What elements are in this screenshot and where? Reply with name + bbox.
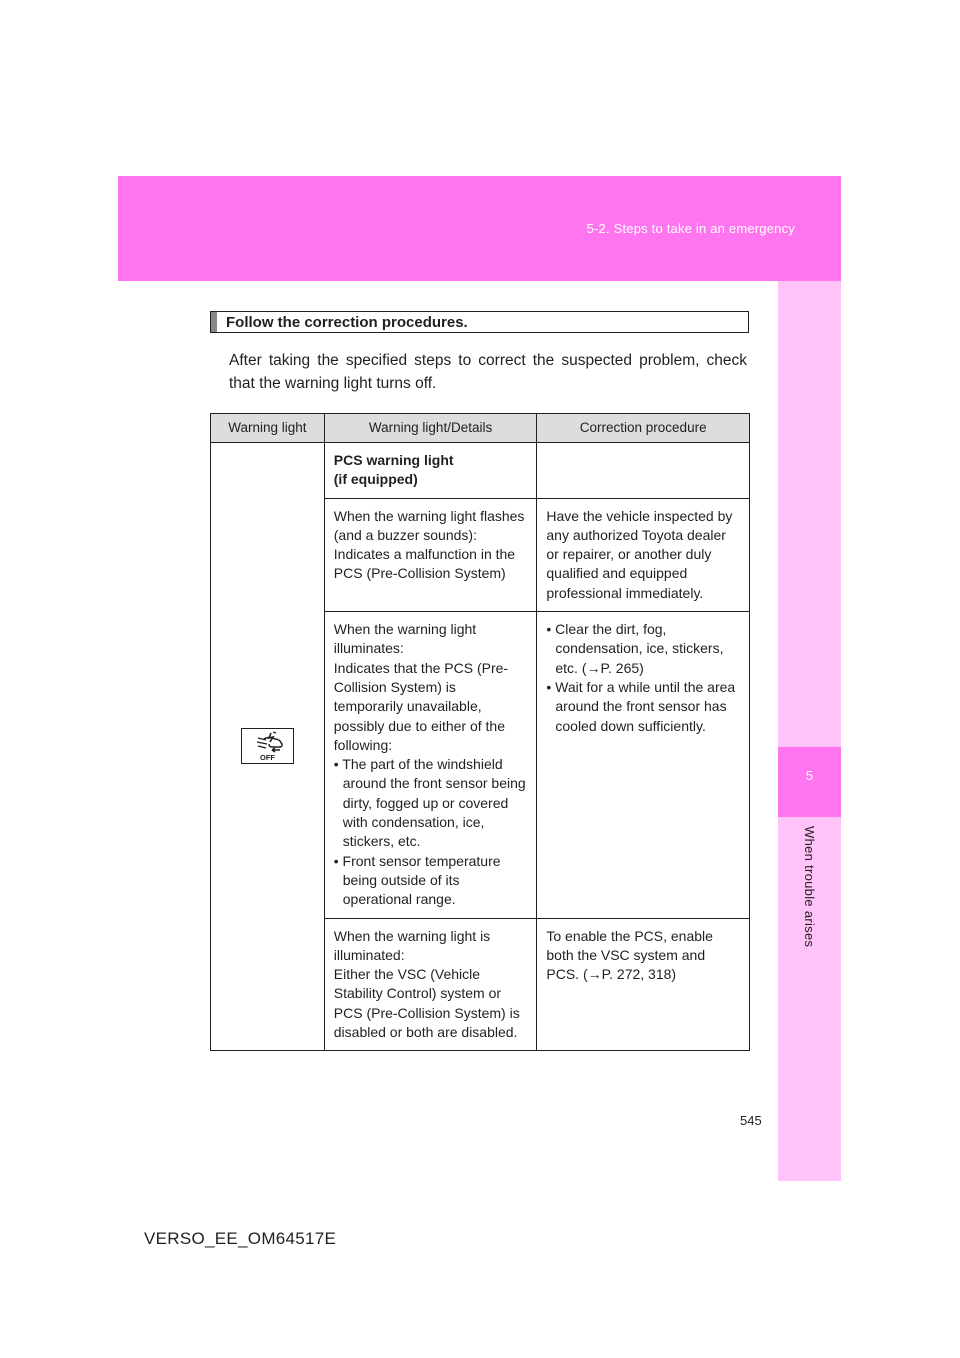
warning-light-table — [210, 413, 750, 1051]
chapter-tab — [778, 747, 841, 817]
document-code: VERSO_EE_OM64517E — [144, 1229, 337, 1248]
details-cell — [324, 612, 537, 918]
pcs-title: PCS warning light — [333, 452, 454, 468]
correction-cell — [537, 612, 750, 918]
correction-cell — [537, 498, 750, 611]
page-number: 545 — [740, 1113, 762, 1128]
chapter-title: When trouble arises — [802, 826, 817, 948]
correction-bullet: • Wait for a while until the area around the front sensor has cooled down sufficiently. — [546, 678, 736, 734]
details-line: Either the VSC (Vehicle Stability Control) system or PCS (Pre-Collision System) is disabled or both are disabled. — [333, 966, 520, 1041]
column-header-details: Warning light/Details — [324, 414, 537, 443]
column-header-correction: Correction procedure — [537, 414, 750, 443]
pcs-title-note: (if equipped) — [333, 471, 418, 488]
correction-cell — [537, 918, 750, 1051]
details-bullet: • The part of the windshield around the front sensor being dirty, fogged up or covered with condensation, ice, stickers, etc. — [333, 756, 526, 850]
section-header: 5-2. Steps to take in an emergency — [586, 221, 795, 236]
icon-off-label: OFF — [259, 753, 275, 762]
details-line: When the warning light is illuminated: — [333, 927, 491, 963]
header-band — [118, 176, 841, 281]
correction-text: To enable the PCS, enable both the VSC system and PCS. (→P. 272, 318) — [546, 927, 713, 983]
correction-bullet: • Clear the dirt, fog, condensation, ice, stickers, etc. (→P. 265) — [546, 621, 724, 676]
details-line: When the warning light flashes (and a buzzer sounds): — [333, 507, 525, 543]
column-header-warning-light: Warning light — [211, 414, 325, 443]
pcs-off-warning-icon — [241, 728, 294, 764]
step-heading — [210, 311, 749, 333]
details-line: Indicates that the PCS (Pre-Collision System) is temporarily unavailable, possibly due to either of the following: — [333, 659, 509, 753]
details-line: When the warning light illuminates: — [333, 621, 477, 657]
table-header-row — [211, 414, 750, 443]
details-cell — [324, 498, 537, 611]
details-cell — [324, 918, 537, 1051]
heading-marker — [211, 312, 217, 332]
correction-text: Have the vehicle inspected by any authorized Toyota dealer or repairer, or another duly qualified and equipped professional immediately. — [546, 507, 733, 601]
details-line: Indicates a malfunction in the PCS (Pre-Collision System) — [333, 546, 516, 582]
details-bullet: • Front sensor temperature being outside of its operational range. — [333, 852, 501, 908]
side-tab-strip — [778, 281, 841, 1181]
warning-light-icon-cell — [211, 443, 325, 1051]
empty-cell — [537, 443, 750, 499]
chapter-number: 5 — [805, 768, 814, 783]
intro-paragraph: After taking the specified steps to correct the suspected problem, check that the warning light turns off. — [229, 352, 747, 392]
table-row — [211, 443, 750, 499]
step-heading-text: Follow the correction procedures. — [226, 314, 468, 331]
pcs-title-cell — [324, 443, 537, 499]
